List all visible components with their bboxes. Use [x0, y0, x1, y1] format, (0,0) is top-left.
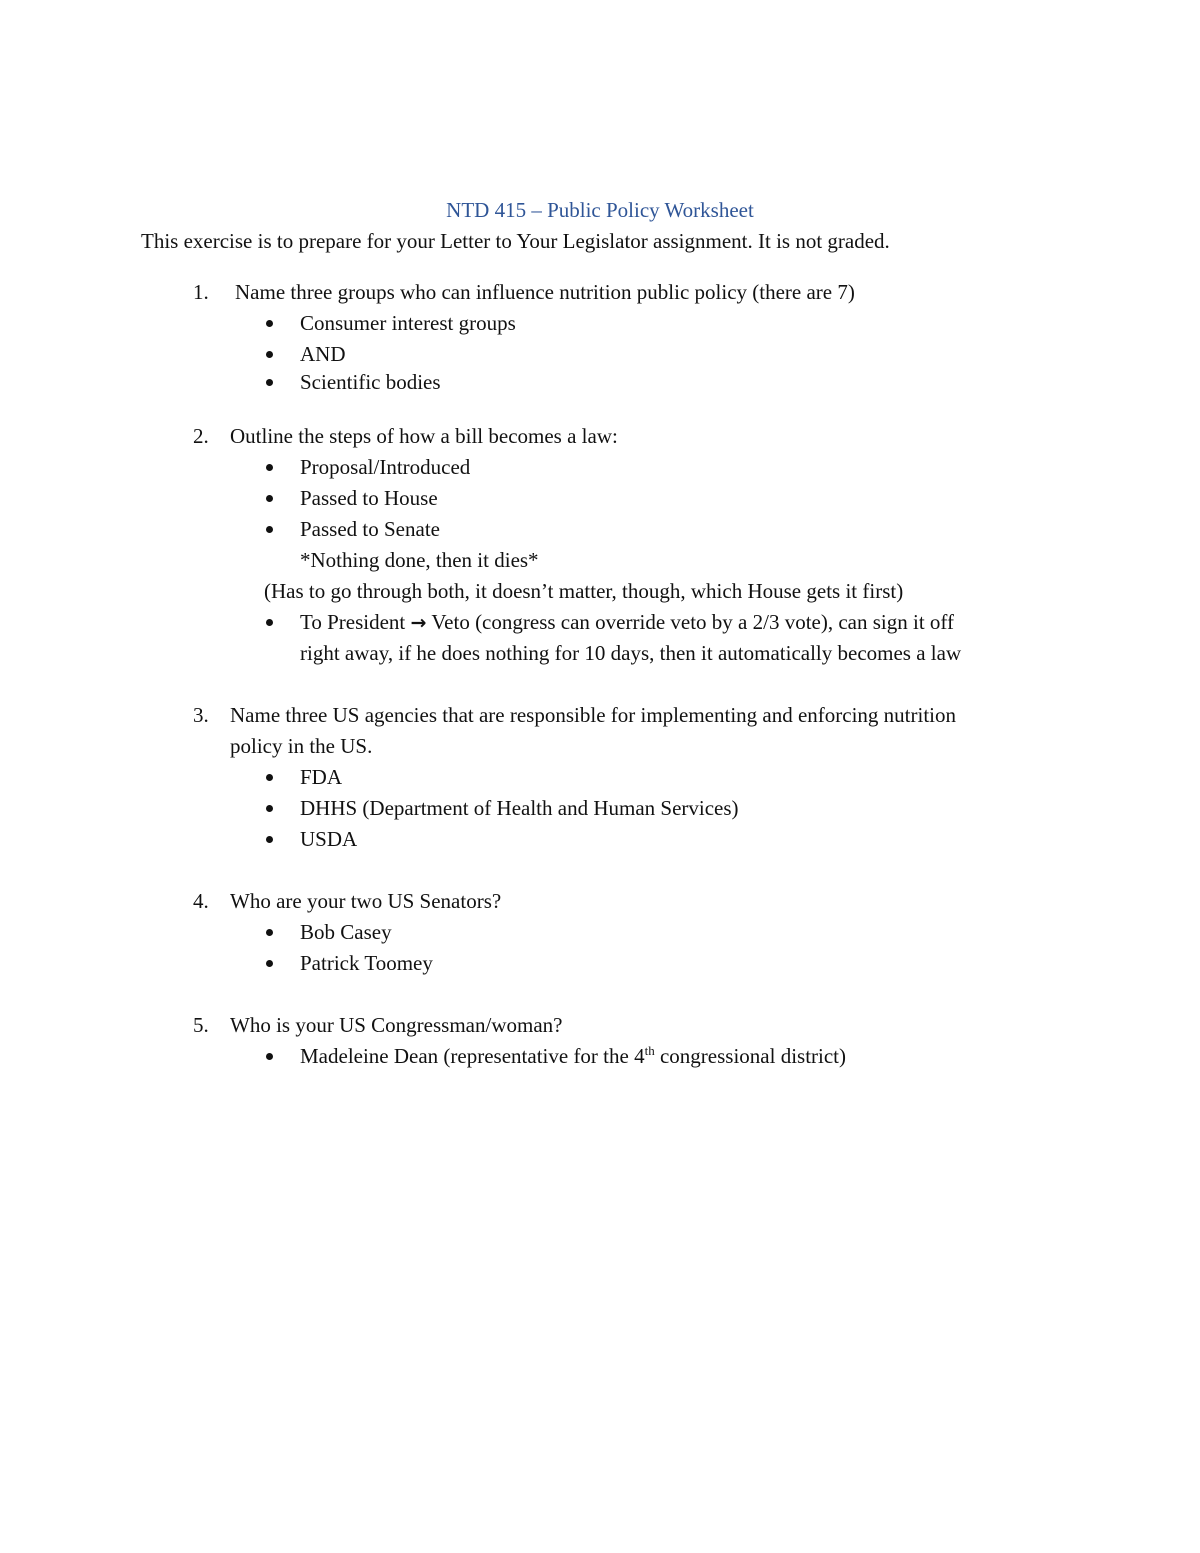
question-5 — [0, 1010, 1200, 1072]
list-item: Consumer interest groups — [0, 308, 1200, 339]
question-3 — [0, 700, 1200, 855]
list-item: Madeleine Dean (representative for the 4th congressional district) — [0, 1041, 1200, 1072]
bullet-icon — [266, 619, 273, 626]
question-text: Who is your US Congressman/woman? — [230, 1013, 563, 1037]
question-text-continuation: policy in the US. — [230, 734, 373, 758]
question-text: Who are your two US Senators? — [230, 889, 502, 913]
bullet-icon — [266, 836, 273, 843]
question-4 — [0, 886, 1200, 979]
list-item: FDA — [0, 762, 1200, 793]
worksheet-title: NTD 415 – Public Policy Worksheet — [446, 198, 754, 222]
intro-text: This exercise is to prepare for your Letter to Your Legislator assignment. It is not graded. — [141, 229, 890, 253]
question-number: 3. — [193, 703, 209, 727]
bullet-icon — [266, 320, 273, 327]
question-text: Outline the steps of how a bill becomes a law: — [230, 424, 618, 448]
bullet-icon — [266, 379, 273, 386]
note-text: (Has to go through both, it doesn’t matter, though, which House gets it first) — [264, 579, 904, 603]
question-number: 4. — [193, 889, 209, 913]
bullet-icon — [266, 526, 273, 533]
note-text: *Nothing done, then it dies* — [300, 548, 539, 572]
list-item: Scientific bodies — [0, 367, 1200, 398]
question-text: Name three groups who can influence nutrition public policy (there are 7) — [235, 280, 855, 304]
question-number: 1. — [193, 280, 209, 304]
bullet-icon — [266, 774, 273, 781]
bullet-icon — [266, 805, 273, 812]
list-item: DHHS (Department of Health and Human Services) — [0, 793, 1200, 824]
question-text: Name three US agencies that are responsible for implementing and enforcing nutrition — [230, 703, 957, 727]
list-item-continuation: right away, if he does nothing for 10 days, then it automatically becomes a law — [300, 641, 962, 665]
list-item: To President → Veto (congress can override veto by a 2/3 vote), can sign it off — [0, 607, 1200, 638]
question-2 — [0, 421, 1200, 669]
bullet-icon — [266, 1053, 273, 1060]
question-number: 5. — [193, 1013, 209, 1037]
arrow-right-icon: → — [410, 612, 427, 634]
list-item: Passed to Senate — [0, 514, 1200, 545]
list-item: Proposal/Introduced — [0, 452, 1200, 483]
question-1 — [0, 277, 1200, 398]
list-item: AND — [0, 339, 1200, 367]
list-item: Passed to House — [0, 483, 1200, 514]
bullet-icon — [266, 960, 273, 967]
list-item: USDA — [0, 824, 1200, 855]
bullet-icon — [266, 351, 273, 358]
list-item: Patrick Toomey — [0, 948, 1200, 979]
list-item: Bob Casey — [0, 917, 1200, 948]
bullet-icon — [266, 464, 273, 471]
question-number: 2. — [193, 424, 209, 448]
bullet-icon — [266, 495, 273, 502]
bullet-icon — [266, 929, 273, 936]
